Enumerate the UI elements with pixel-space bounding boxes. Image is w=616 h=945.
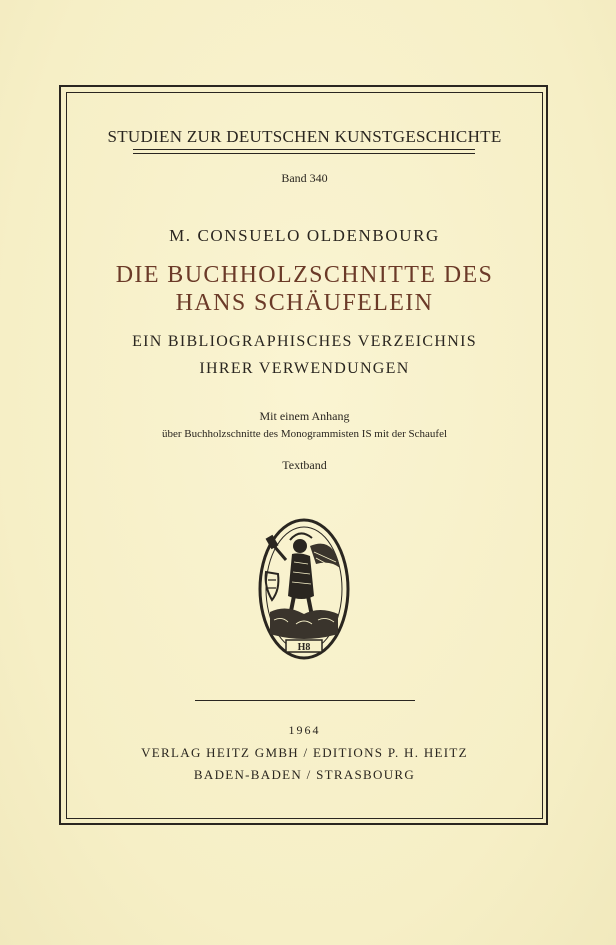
imprint-rule xyxy=(195,700,415,701)
printer-device-icon xyxy=(256,516,352,663)
volume-number: Band 340 xyxy=(281,171,328,185)
series-rule-thick xyxy=(133,149,475,150)
publication-place: BADEN-BADEN / STRASBOURG xyxy=(193,767,416,782)
appendix-line-1: Mit einem Anhang xyxy=(259,409,350,423)
appendix-line-2: über Buchholzschnitte des Monogrammisten IS mit der Schaufel xyxy=(161,428,448,440)
publication-year: 1964 xyxy=(288,723,321,737)
part-label: Textband xyxy=(282,458,327,472)
publisher-name: VERLAG HEITZ GMBH / EDITIONS P. H. HEITZ xyxy=(141,745,468,760)
book-title-line-1: DIE BUCHHOLZSCHNITTE DES xyxy=(115,262,494,288)
author-name: M. CONSUELO OLDENBOURG xyxy=(169,226,440,245)
book-title-line-2: HANS SCHÄUFELEIN xyxy=(175,290,434,316)
subtitle-line-2: IHRER VERWENDUNGEN xyxy=(199,360,410,377)
series-title: STUDIEN ZUR DEUTSCHEN KUNSTGESCHICHTE xyxy=(107,127,502,146)
seal-inscription: H8 xyxy=(297,642,311,653)
subtitle-line-1: EIN BIBLIOGRAPHISCHES VERZEICHNIS xyxy=(132,333,477,350)
inner-frame xyxy=(66,92,543,819)
series-rule-thin xyxy=(133,153,475,154)
